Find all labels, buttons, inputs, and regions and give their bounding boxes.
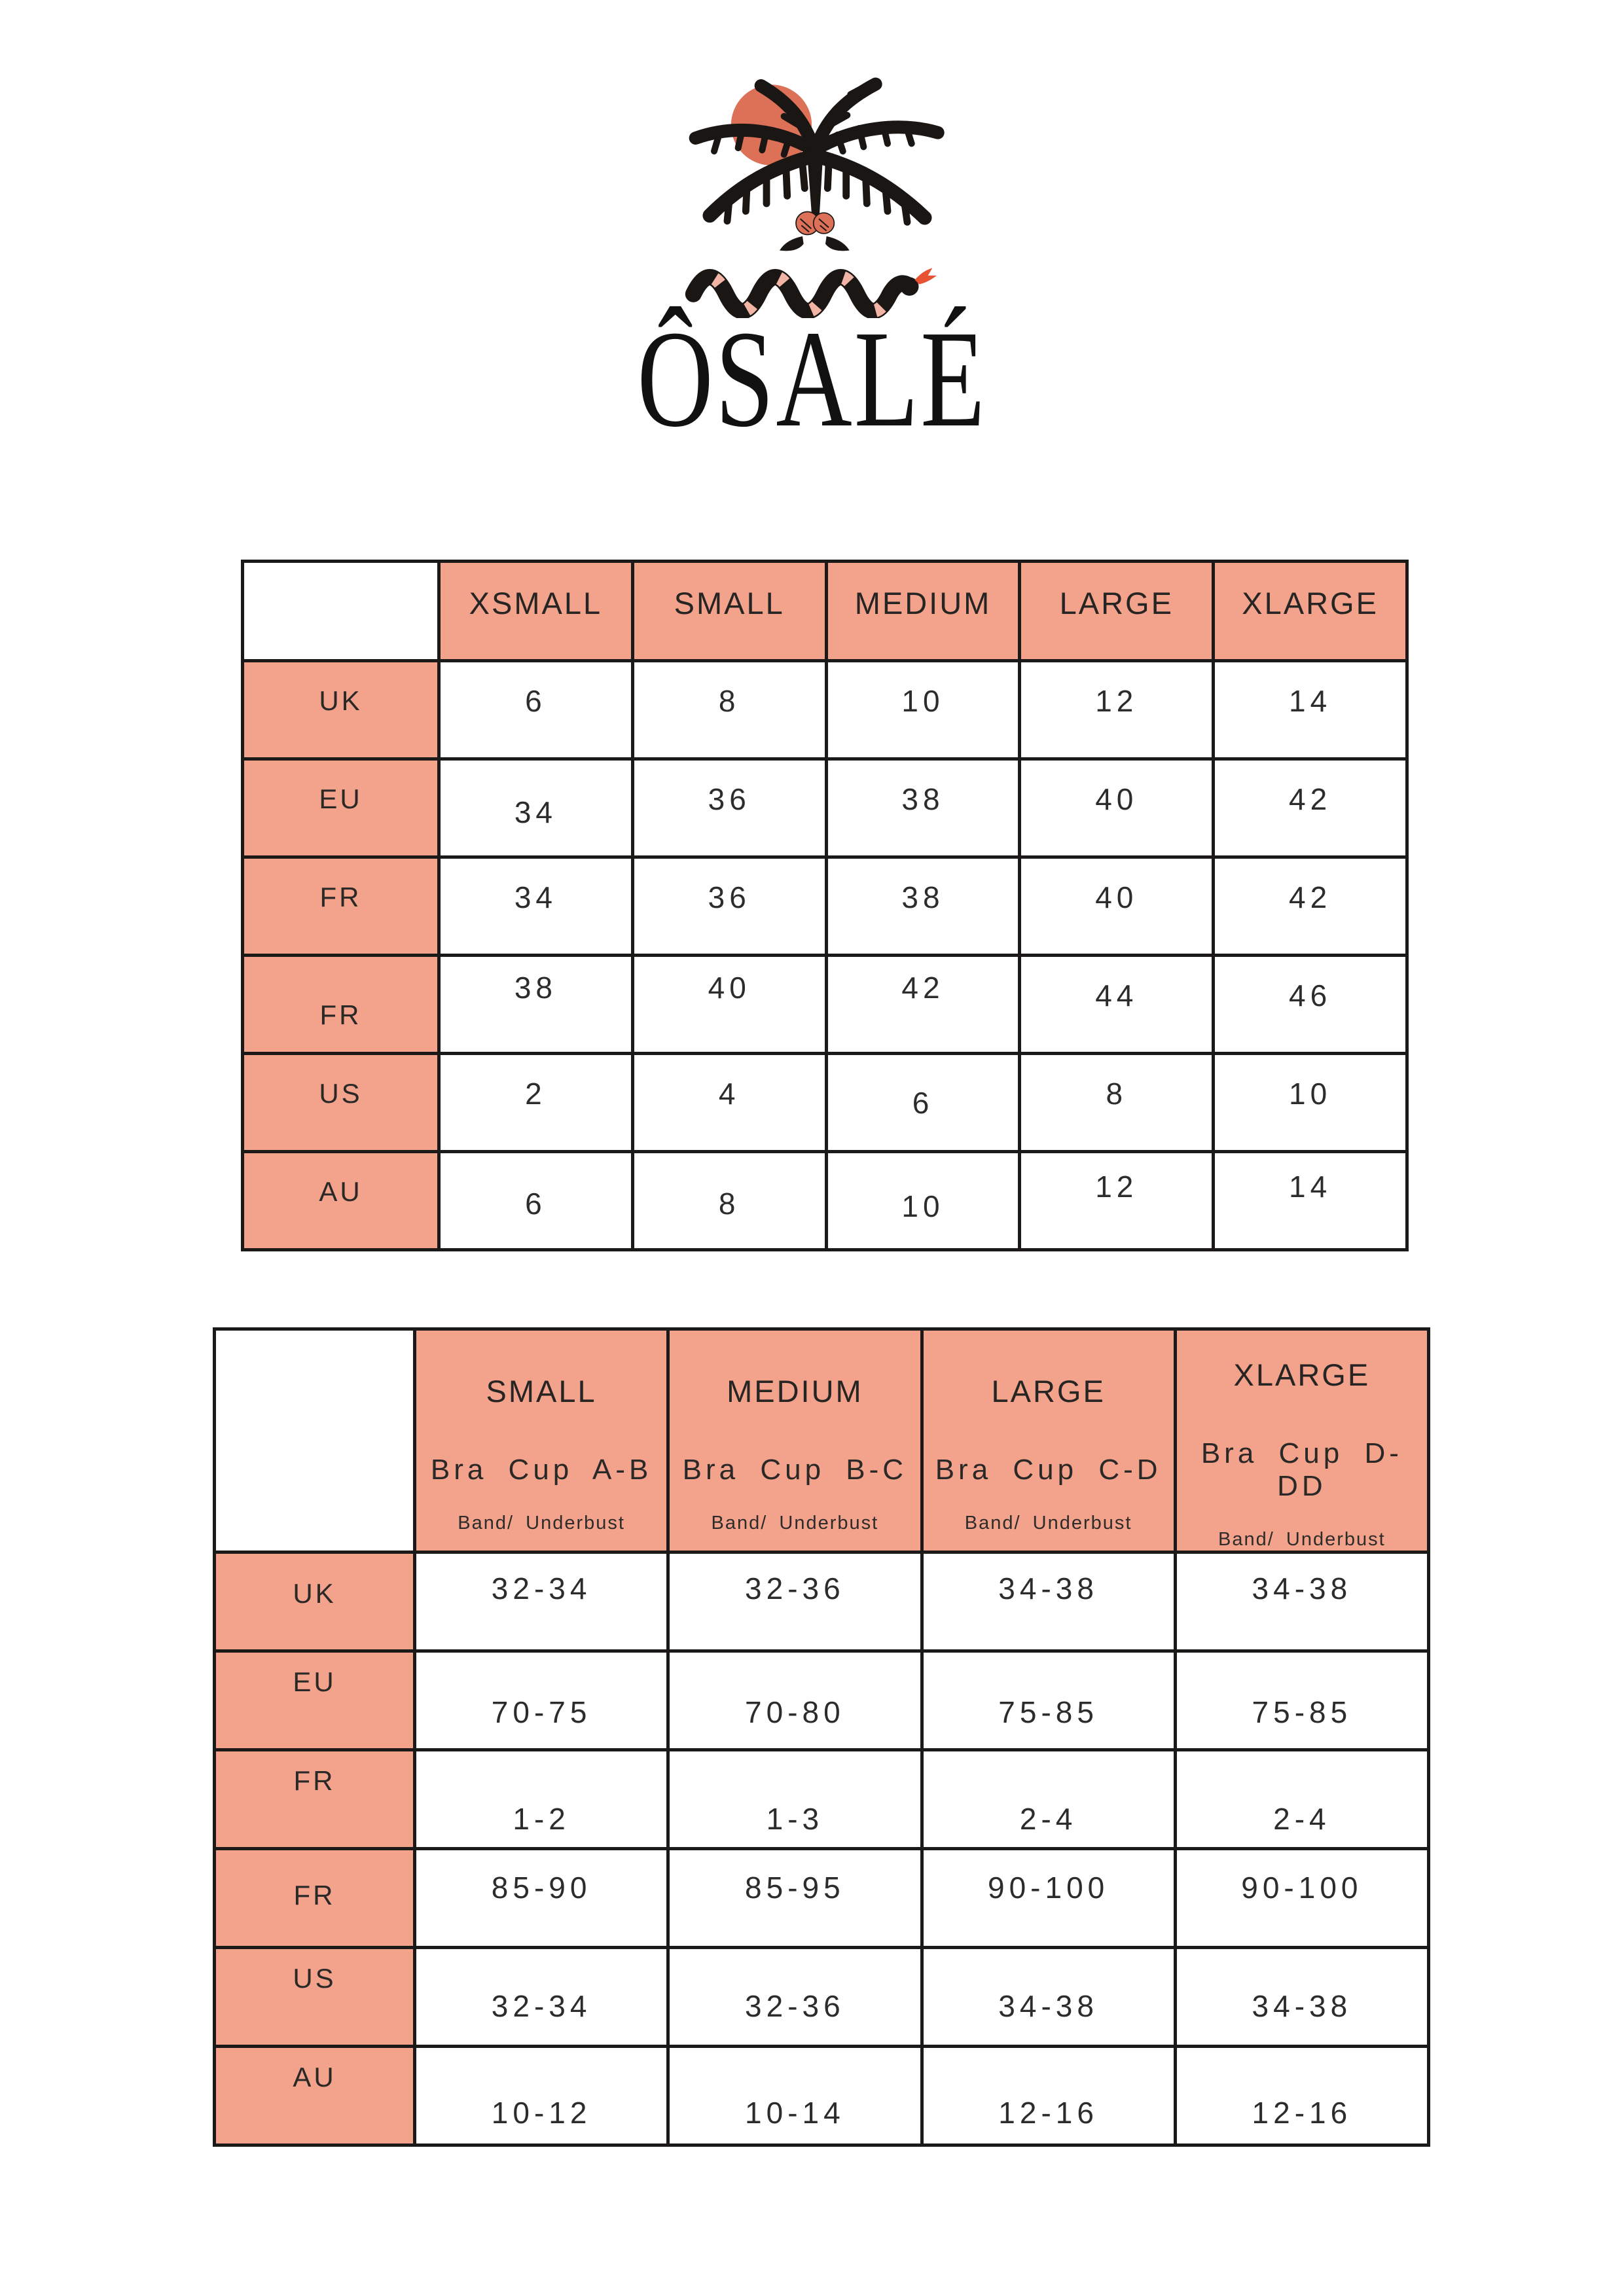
table-cell: 10-14: [668, 2047, 922, 2145]
table-cell: 2-4: [1175, 1750, 1428, 1849]
table-cell: 90-100: [922, 1849, 1175, 1948]
table-cell: 32-36: [668, 1552, 922, 1651]
table-cell: 34-38: [922, 1948, 1175, 2047]
row-label: EU: [215, 1651, 415, 1750]
table-row: [243, 1152, 1407, 1250]
table-cell: 42: [1214, 857, 1407, 956]
table-cell: 40: [1020, 857, 1214, 956]
corner-cell: [215, 1329, 415, 1552]
table-row: [215, 1651, 1429, 1750]
table-cell: 8: [632, 661, 826, 759]
table-cell: 34-38: [922, 1552, 1175, 1651]
size-label: SMALL: [486, 1374, 597, 1408]
table-cell: 2-4: [922, 1750, 1175, 1849]
table-cell: 75-85: [922, 1651, 1175, 1750]
row-label: AU: [243, 1152, 439, 1250]
column-header: [1175, 1329, 1428, 1552]
table-cell: 8: [632, 1152, 826, 1250]
table-cell: 44: [1020, 956, 1214, 1054]
table-cell: 32-34: [415, 1552, 668, 1651]
table-cell: 1-3: [668, 1750, 922, 1849]
table-cell: 46: [1214, 956, 1407, 1054]
table-cell: 85-95: [668, 1849, 922, 1948]
palm-snake-logo-art: [659, 56, 966, 318]
table-row: [215, 1750, 1429, 1849]
row-label: FR: [215, 1849, 415, 1948]
column-header: SMALL: [632, 562, 826, 661]
table-row: [243, 1054, 1407, 1152]
table-cell: 38: [826, 857, 1020, 956]
table-cell: 10: [826, 1152, 1020, 1250]
size-label: MEDIUM: [727, 1374, 863, 1408]
table-row: [243, 759, 1407, 857]
row-label: UK: [215, 1552, 415, 1651]
garment-size-table: [241, 560, 1409, 1251]
table-row: [215, 2047, 1429, 2145]
brand-wordmark: ÔSALÉ: [637, 302, 987, 456]
table-row: [243, 857, 1407, 956]
size-label: LARGE: [991, 1374, 1106, 1408]
table-cell: 4: [632, 1054, 826, 1152]
column-header: XLARGE: [1214, 562, 1407, 661]
row-label: FR: [243, 857, 439, 956]
table-cell: 70-80: [668, 1651, 922, 1750]
column-header: [668, 1329, 922, 1552]
table-cell: 12: [1020, 661, 1214, 759]
table-cell: 6: [826, 1054, 1020, 1152]
cup-label: Bra Cup B-C: [682, 1454, 908, 1486]
table-cell: 2: [439, 1054, 633, 1152]
cup-label: Bra Cup D-DD: [1200, 1437, 1403, 1502]
table-cell: 90-100: [1175, 1849, 1428, 1948]
table-cell: 6: [439, 1152, 633, 1250]
table-header-row: [215, 1329, 1429, 1552]
table-cell: 40: [632, 956, 826, 1054]
table-cell: 10: [826, 661, 1020, 759]
table-cell: 36: [632, 759, 826, 857]
table-cell: 32-36: [668, 1948, 922, 2047]
coconuts-icon: [780, 212, 850, 251]
table-cell: 34-38: [1175, 1948, 1428, 2047]
column-header: [415, 1329, 668, 1552]
table-row: [243, 661, 1407, 759]
table-cell: 34: [439, 857, 633, 956]
table-header-row: [243, 562, 1407, 661]
table-cell: 75-85: [1175, 1651, 1428, 1750]
table-cell: 40: [1020, 759, 1214, 857]
column-header: LARGE: [1020, 562, 1214, 661]
table-cell: 12-16: [1175, 2047, 1428, 2145]
table-cell: 12-16: [922, 2047, 1175, 2145]
table-cell: 42: [826, 956, 1020, 1054]
table-row: [243, 956, 1407, 1054]
column-header: XSMALL: [439, 562, 633, 661]
column-header: MEDIUM: [826, 562, 1020, 661]
table-cell: 85-90: [415, 1849, 668, 1948]
table-cell: 1-2: [415, 1750, 668, 1849]
table-cell: 38: [439, 956, 633, 1054]
cup-label: Bra Cup C-D: [935, 1454, 1162, 1486]
cup-label: Bra Cup A-B: [430, 1454, 653, 1486]
table-cell: 42: [1214, 759, 1407, 857]
table-cell: 70-75: [415, 1651, 668, 1750]
table-cell: 10: [1214, 1054, 1407, 1152]
table-cell: 6: [439, 661, 633, 759]
row-label: EU: [243, 759, 439, 857]
row-label: AU: [215, 2047, 415, 2145]
table-row: [215, 1948, 1429, 2047]
band-label: Band/ Underbust: [458, 1513, 625, 1534]
brand-logo: [609, 56, 1015, 456]
row-label: US: [243, 1054, 439, 1152]
band-label: Band/ Underbust: [964, 1513, 1132, 1534]
table-cell: 12: [1020, 1152, 1214, 1250]
palm-trunk: [806, 150, 823, 215]
table-cell: 38: [826, 759, 1020, 857]
table-row: [215, 1849, 1429, 1948]
table-cell: 34: [439, 759, 633, 857]
table-cell: 32-34: [415, 1948, 668, 2047]
table-row: [215, 1552, 1429, 1651]
table-cell: 14: [1214, 661, 1407, 759]
band-label: Band/ Underbust: [711, 1513, 879, 1534]
band-label: Band/ Underbust: [1218, 1529, 1386, 1550]
row-label: UK: [243, 661, 439, 759]
size-label: XLARGE: [1233, 1357, 1371, 1392]
table-cell: 36: [632, 857, 826, 956]
row-label: FR: [243, 956, 439, 1054]
row-label: FR: [215, 1750, 415, 1849]
table-cell: 10-12: [415, 2047, 668, 2145]
table-cell: 34-38: [1175, 1552, 1428, 1651]
table-cell: 14: [1214, 1152, 1407, 1250]
table-cell: 8: [1020, 1054, 1214, 1152]
row-label: US: [215, 1948, 415, 2047]
snake-tongue: [914, 268, 936, 284]
column-header: [922, 1329, 1175, 1552]
corner-cell: [243, 562, 439, 661]
bra-size-table: [213, 1327, 1430, 2147]
